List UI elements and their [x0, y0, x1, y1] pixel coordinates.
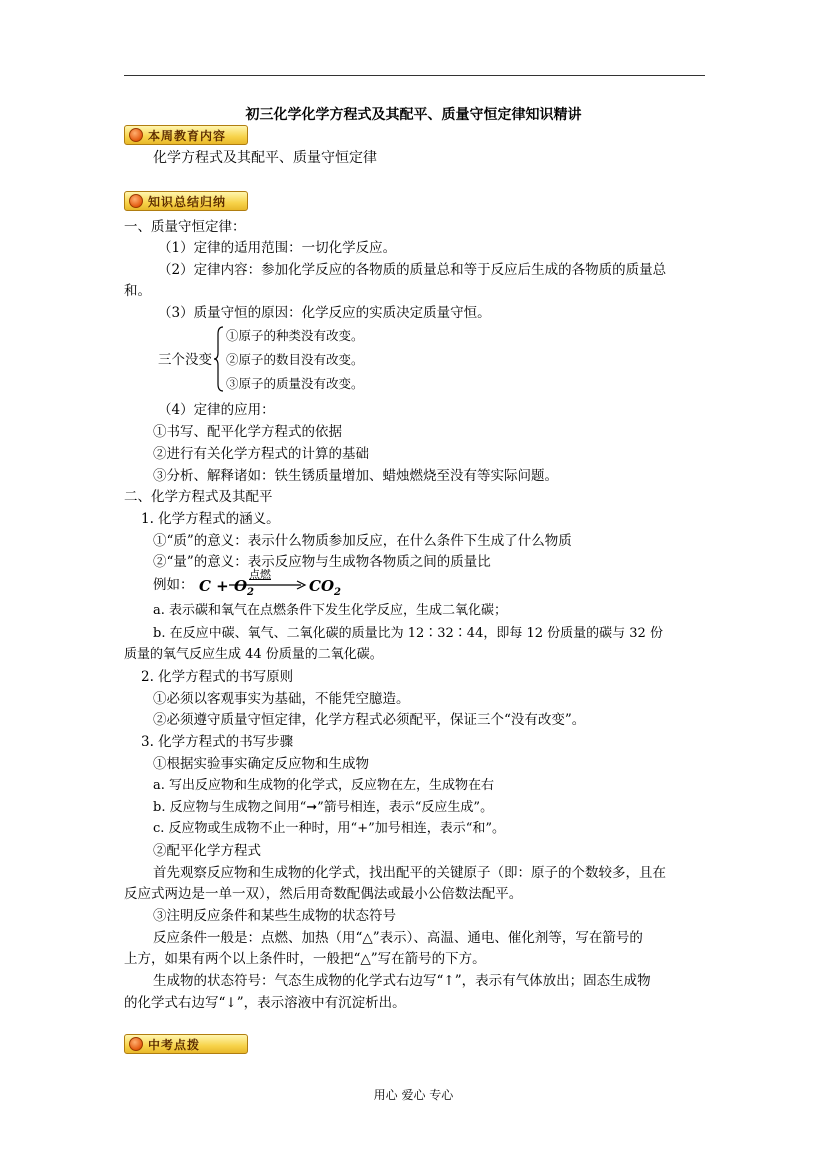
bullet-icon [129, 194, 143, 208]
page-footer: 用心 爱心 专心 [373, 1088, 454, 1102]
section-tag-exam [124, 1034, 248, 1054]
text-line: b. 在反应中碳、氧气、二氧化碳的质量比为 12∶32∶44，即每 12 份质量的碳与 32 份 [153, 626, 663, 641]
text-line: 和。 [124, 283, 151, 299]
text-line: ②必须遵守质量守恒定律，化学方程式必须配平，保证三个“没有改变”。 [153, 712, 586, 728]
text-line: 3. 化学方程式的书写步骤 [141, 734, 294, 750]
text-line: 反应式两边是一单一双），然后用奇数配偶法或最小公倍数法配平。 [124, 886, 523, 902]
unchanged-item: ②原子的数目没有改变。 [226, 352, 364, 367]
unchanged-item: ③原子的质量没有改变。 [226, 376, 364, 391]
text-line: 首先观察反应物和生成物的化学式，找出配平的关键原子（即：原子的个数较多，且在 [153, 865, 666, 881]
text-line: 质量的氧气反应生成 44 份质量的二氧化碳。 [124, 647, 383, 662]
text-line: 生成物的状态符号：气态生成物的化学式右边写“↑”，表示有气体放出；固态生成物 [153, 973, 651, 989]
unchanged-item: ①原子的种类没有改变。 [226, 328, 364, 343]
section-tag-weekly [124, 125, 248, 145]
text-line: ①“质”的意义：表示什么物质参加反应，在什么条件下生成了什么物质 [153, 533, 572, 549]
equation-condition: 点燃 [249, 568, 271, 581]
section-tag-label: 本周教育内容 [148, 128, 227, 143]
arrow-right-icon [227, 580, 307, 590]
section-tag-label: 知识总结归纳 [148, 194, 227, 209]
text-line: （1）定律的适用范围：一切化学反应。 [158, 240, 397, 256]
text-line: ①根据实验事实确定反应物和生成物 [153, 756, 369, 772]
text-line: ③注明反应条件和某些生成物的状态符号 [153, 908, 396, 924]
text-line: ②进行有关化学方程式的计算的基础 [153, 446, 369, 462]
text-line: （3）质量守恒的原因：化学反应的实质决定质量守恒。 [158, 305, 491, 321]
text-line: 1. 化学方程式的涵义。 [141, 511, 280, 527]
text-line: 的化学式右边写“↓”，表示溶液中有沉淀析出。 [124, 995, 406, 1011]
text-line: c. 反应物或生成物不止一种时，用“+”加号相连，表示“和”。 [153, 821, 506, 836]
page-title: 初三化学化学方程式及其配平、质量守恒定律知识精讲 [245, 107, 582, 123]
weekly-content: 化学方程式及其配平、质量守恒定律 [153, 150, 377, 166]
three-unchanged-label: 三个没变 [158, 352, 212, 368]
section-tag-label: 中考点拨 [148, 1037, 201, 1052]
example-label: 例如： [153, 577, 194, 593]
bullet-icon [129, 128, 143, 142]
text-line: （4）定律的应用： [158, 402, 275, 418]
equation-left-text: C + O [199, 577, 248, 595]
text-line: ①书写、配平化学方程式的依据 [153, 424, 342, 440]
equation-right-text: CO [309, 577, 335, 595]
text-line: 反应条件一般是：点燃、加热（用“△”表示）、高温、通电、催化剂等，写在箭号的 [153, 930, 643, 946]
bullet-icon [129, 1037, 143, 1051]
text-line: ②“量”的意义：表示反应物与生成物各物质之间的质量比 [153, 554, 491, 570]
equation-right [309, 576, 341, 603]
heading-1: 一、质量守恒定律： [124, 219, 246, 235]
equation-right-subscript: 2 [334, 587, 341, 598]
curly-brace-icon [214, 326, 224, 392]
header-rule [124, 75, 705, 76]
text-line: ①必须以客观事实为基础，不能凭空臆造。 [153, 691, 410, 707]
text-line: 2. 化学方程式的书写原则 [141, 669, 294, 685]
equation-left-subscript: 2 [247, 587, 254, 598]
text-line: ②配平化学方程式 [153, 843, 261, 859]
text-line: b. 反应物与生成物之间用“➞”箭号相连，表示“反应生成”。 [153, 800, 494, 815]
text-line: ③分析、解释诸如：铁生锈质量增加、蜡烛燃烧至没有等实际问题。 [153, 468, 558, 484]
reaction-arrow [227, 569, 307, 595]
text-line: a. 写出反应物和生成物的化学式，反应物在左，生成物在右 [153, 778, 495, 793]
text-line: 上方，如果有两个以上条件时，一般把“△”写在箭号的下方。 [124, 951, 486, 967]
text-line: a. 表示碳和氧气在点燃条件下发生化学反应，生成二氧化碳； [153, 603, 508, 618]
heading-2: 二、化学方程式及其配平 [124, 489, 273, 505]
section-tag-summary [124, 191, 248, 211]
text-line: （2）定律内容：参加化学反应的各物质的质量总和等于反应后生成的各物质的质量总 [158, 262, 667, 278]
